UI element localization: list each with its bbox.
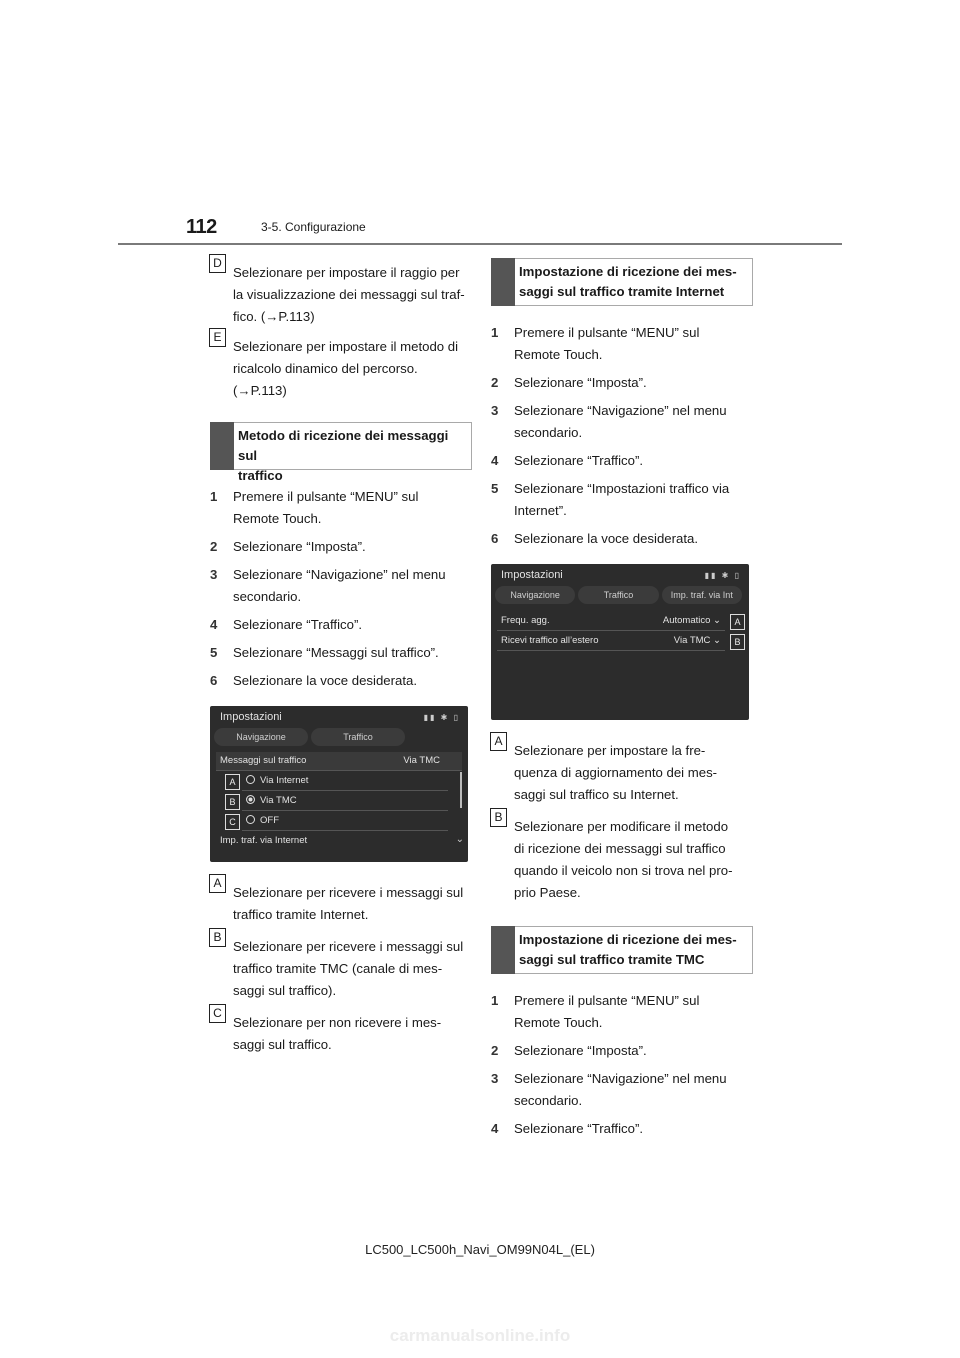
step-number: 2: [491, 1043, 499, 1058]
row-value: Via TMC: [403, 755, 440, 766]
item-a: [210, 876, 472, 926]
heading-line: Metodo di ricezione dei messaggi sul: [238, 428, 449, 463]
option-label: OFF: [260, 815, 279, 826]
item-e-line: ricalcolo dinamico del percorso.: [233, 361, 418, 376]
page-number: 112: [186, 216, 217, 238]
step-number: 6: [210, 673, 218, 688]
step: [491, 990, 753, 1034]
step-number: 1: [491, 993, 499, 1008]
step: [491, 400, 753, 444]
step: [210, 642, 472, 664]
status-icons: ▮▮ ✱ ▯: [704, 571, 741, 580]
option-label: Via TMC: [260, 795, 297, 806]
option-off[interactable]: [242, 812, 448, 831]
heading-text: [519, 262, 748, 302]
row-value: Automatico ⌄: [662, 615, 721, 626]
row-messaggi[interactable]: [216, 752, 462, 771]
item-line: traffico tramite Internet.: [233, 907, 369, 922]
heading-bar: [491, 926, 515, 974]
step-number: 3: [491, 403, 499, 418]
item-e-line: (→P.113): [233, 383, 287, 398]
item-b: [491, 810, 753, 904]
step-number: 2: [210, 539, 218, 554]
step: [210, 564, 472, 608]
badge-c: C: [209, 1004, 226, 1023]
row-label: Frequ. agg.: [501, 615, 550, 626]
badge-b: B: [225, 794, 240, 810]
step: [491, 1040, 753, 1062]
item-line: quenza di aggiornamento dei mes-: [514, 765, 718, 780]
left-column: [210, 256, 472, 1062]
step: [491, 450, 753, 472]
heading-bar: [491, 258, 515, 306]
tab-imp-traf[interactable]: Imp. traf. via Int: [662, 586, 742, 604]
item-line: Selezionare per impostare la fre-: [514, 743, 706, 758]
step-line: Premere il pulsante “MENU” sul: [233, 489, 419, 504]
screen-tabs: [495, 586, 745, 604]
step-line: Premere il pulsante “MENU” sul: [514, 325, 700, 340]
row-label: Messaggi sul traffico: [220, 755, 307, 766]
heading-text: [238, 426, 467, 486]
badge-a: A: [225, 774, 240, 790]
heading-line: saggi sul traffico tramite TMC: [519, 952, 705, 967]
step-line: Premere il pulsante “MENU” sul: [514, 993, 700, 1008]
step: [210, 670, 472, 692]
step: [491, 322, 753, 366]
item-e-line: Selezionare per impostare il metodo di: [233, 339, 459, 354]
chevron-down-icon[interactable]: ⌄: [455, 834, 464, 845]
step-number: 6: [491, 531, 499, 546]
tab-navigazione[interactable]: Navigazione: [495, 586, 575, 604]
step-number: 4: [491, 1121, 499, 1136]
item-line: quando il veicolo non si trova nel pro-: [514, 863, 733, 878]
step-line: Selezionare “Traffico”.: [514, 453, 643, 468]
row-value: Via TMC ⌄: [673, 635, 721, 646]
row-ricevi-estero[interactable]: [497, 632, 725, 651]
item-c: [210, 1006, 472, 1056]
item-line: prio Paese.: [514, 885, 581, 900]
step-line: Selezionare “Messaggi sul traffico”.: [233, 645, 439, 660]
heading-line: Impostazione di ricezione dei mes-: [519, 932, 737, 947]
option-via-tmc[interactable]: [242, 792, 448, 811]
option-via-internet[interactable]: [242, 772, 448, 791]
step-number: 1: [210, 489, 218, 504]
heading-reception-method: [210, 422, 472, 483]
heading-line: saggi sul traffico tramite Internet: [519, 284, 725, 299]
step: [210, 486, 472, 530]
badge-c: C: [225, 814, 240, 830]
heading-text: [519, 930, 748, 970]
item-line: Selezionare per modificare il metodo: [514, 819, 729, 834]
item-a: [491, 734, 753, 806]
badge-d: D: [209, 254, 226, 273]
step-line: Selezionare “Traffico”.: [233, 617, 362, 632]
right-column: [491, 244, 753, 1146]
item-line: saggi sul traffico su Internet.: [514, 787, 679, 802]
step: [210, 614, 472, 636]
step-line: Selezionare la voce desiderata.: [514, 531, 699, 546]
item-d-line: la visualizzazione dei messaggi sul traf-: [233, 287, 465, 302]
step-line: Selezionare “Imposta”.: [514, 375, 647, 390]
heading-line: Impostazione di ricezione dei mes-: [519, 264, 737, 279]
watermark[interactable]: carmanualsonline.info: [389, 1326, 571, 1345]
step: [491, 372, 753, 394]
step-line: Selezionare la voce desiderata.: [233, 673, 418, 688]
screen-title: Impostazioni: [501, 569, 563, 581]
screen-messages: [210, 706, 468, 862]
step-line: Selezionare “Imposta”.: [233, 539, 366, 554]
step-line: Selezionare “Impostazioni traffico via: [514, 481, 730, 496]
step-line: Selezionare “Navigazione” nel menu: [514, 1071, 727, 1086]
step-number: 3: [491, 1071, 499, 1086]
heading-tmc: [491, 926, 753, 974]
step: [210, 536, 472, 558]
step-line: Selezionare “Imposta”.: [514, 1043, 647, 1058]
step-number: 3: [210, 567, 218, 582]
step-line: Selezionare “Traffico”.: [514, 1121, 643, 1136]
item-d-line: fico. (→P.113): [233, 309, 315, 324]
item-e: [210, 330, 472, 402]
step-line: secondario.: [233, 589, 302, 604]
option-label: Via Internet: [260, 775, 309, 786]
step-number: 5: [210, 645, 218, 660]
tab-traffico[interactable]: Traffico: [311, 728, 405, 746]
badge-a: A: [490, 732, 507, 751]
screen-title: Impostazioni: [220, 711, 282, 723]
step-number: 5: [491, 481, 499, 496]
item-d: [210, 256, 472, 328]
footer-doc-code: LC500_LC500h_Navi_OM99N04L_(EL): [365, 1242, 595, 1257]
item-line: saggi sul traffico.: [233, 1037, 332, 1052]
radio-icon: [246, 815, 255, 824]
row-imp-traf[interactable]: [216, 832, 462, 850]
item-b: [210, 930, 472, 1002]
heading-internet: [491, 258, 753, 306]
step-line: Selezionare “Navigazione” nel menu: [514, 403, 727, 418]
badge-a: A: [209, 874, 226, 893]
step-number: 4: [491, 453, 499, 468]
item-line: Selezionare per ricevere i messaggi sul: [233, 939, 464, 954]
badge-b: B: [490, 808, 507, 827]
step: [491, 478, 753, 522]
step-line: Selezionare “Navigazione” nel menu: [233, 567, 446, 582]
step-number: 4: [210, 617, 218, 632]
step-number: 1: [491, 325, 499, 340]
row-label: Imp. traf. via Internet: [220, 835, 308, 846]
step-line: Remote Touch.: [233, 511, 322, 526]
row-frequ-agg[interactable]: [497, 612, 725, 631]
item-line: saggi sul traffico).: [233, 983, 337, 998]
item-line: Selezionare per ricevere i messaggi sul: [233, 885, 464, 900]
screen-internet: [491, 564, 749, 720]
section-title: 3-5. Configurazione: [261, 220, 366, 234]
badge-a: A: [730, 614, 745, 630]
tab-traffico[interactable]: Traffico: [578, 586, 658, 604]
scrollbar[interactable]: [460, 772, 462, 808]
item-line: di ricezione dei messaggi sul traffico: [514, 841, 726, 856]
heading-line: traffico: [238, 468, 283, 483]
step-line: Remote Touch.: [514, 347, 603, 362]
item-line: Selezionare per non ricevere i mes-: [233, 1015, 442, 1030]
item-line: traffico tramite TMC (canale di mes-: [233, 961, 443, 976]
step-number: 2: [491, 375, 499, 390]
step-line: secondario.: [514, 425, 583, 440]
badge-b: B: [209, 928, 226, 947]
step-line: Internet”.: [514, 503, 567, 518]
status-icons: ▮▮ ✱ ▯: [423, 713, 460, 722]
tab-navigazione[interactable]: Navigazione: [214, 728, 308, 746]
radio-selected-icon: [246, 795, 255, 804]
heading-bar: [210, 422, 234, 470]
row-label: Ricevi traffico all’estero: [501, 635, 599, 646]
step: [491, 528, 753, 550]
step: [491, 1068, 753, 1112]
step-line: Remote Touch.: [514, 1015, 603, 1030]
step-line: secondario.: [514, 1093, 583, 1108]
radio-icon: [246, 775, 255, 784]
screen-tabs: [214, 728, 408, 746]
item-d-line: Selezionare per impostare il raggio per: [233, 265, 460, 280]
badge-b: B: [730, 634, 745, 650]
badge-e: E: [209, 328, 226, 347]
step: [491, 1118, 753, 1140]
